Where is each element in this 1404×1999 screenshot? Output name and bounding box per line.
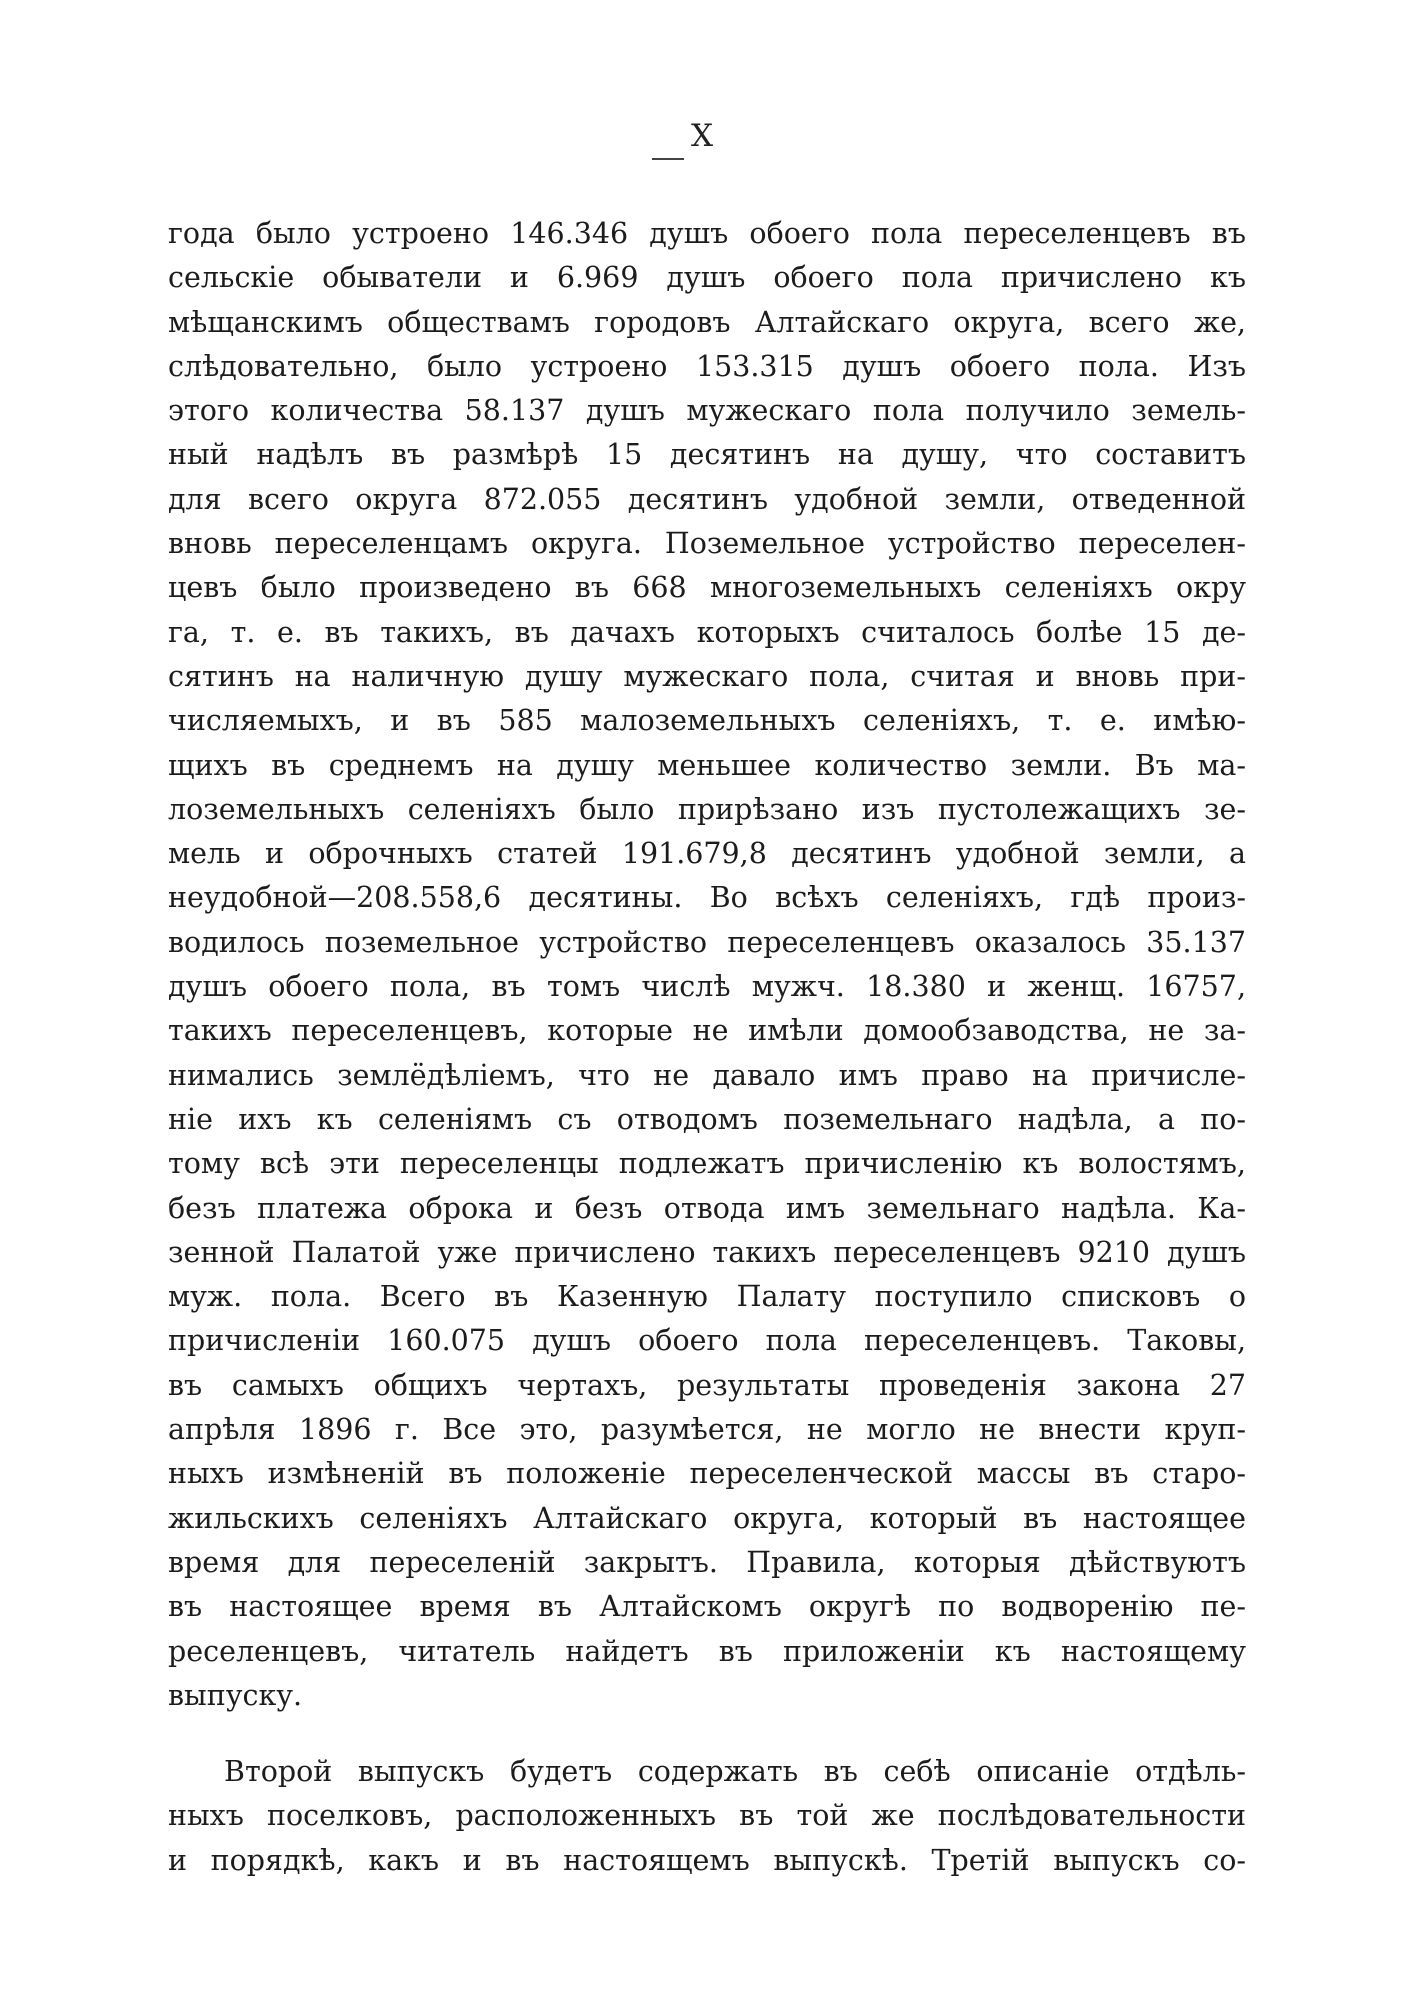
text-line: лоземельныхъ селеніяхъ было прирѣзано изъ пустолежащихъ зе- <box>168 792 1246 826</box>
text-line: Второй выпускъ будетъ содержать въ себѣ описаніе отдѣль- <box>224 1755 1246 1789</box>
text-line: ныхъ поселковъ, расположенныхъ въ той же послѣдовательности <box>168 1799 1246 1833</box>
text-line: муж. пола. Всего въ Казенную Палату поступило списковъ о <box>168 1280 1246 1314</box>
text-line: тому всѣ эти переселенцы подлежатъ причисленію къ волостямъ, <box>168 1147 1246 1181</box>
text-line: мѣщанскимъ обществамъ городовъ Алтайскаго округа, всего же, <box>168 305 1246 339</box>
text-line: неудобной—208.558,6 десятины. Во всѣхъ селеніяхъ, гдѣ произ- <box>168 881 1246 915</box>
text-line: числяемыхъ, и въ 585 малоземельныхъ селеніяхъ, т. е. имѣю- <box>168 704 1246 738</box>
text-line: реселенцевъ, читатель найдетъ въ приложеніи къ настоящему <box>168 1634 1246 1668</box>
text-line: жильскихъ селеніяхъ Алтайскаго округа, который въ настоящее <box>168 1501 1246 1535</box>
text-line: ніе ихъ къ селеніямъ съ отводомъ поземельнаго надѣла, а по- <box>168 1102 1246 1136</box>
text-line: причисленіи 160.075 душъ обоего пола переселенцевъ. Таковы, <box>168 1324 1246 1358</box>
text-line: года было устроено 146.346 душъ обоего пола переселенцевъ въ <box>168 217 1246 250</box>
text-line: сятинъ на наличную душу мужескаго пола, считая и вновь при- <box>168 659 1246 693</box>
text-line: водилось поземельное устройство переселенцевъ оказалось 35.137 <box>168 925 1246 959</box>
text-line: мель и оброчныхъ статей 191.679,8 десятинъ удобной земли, а <box>168 837 1246 871</box>
text-line: ный надѣлъ въ размѣрѣ 15 десятинъ на душу, что составитъ <box>168 438 1246 472</box>
text-line: выпуску. <box>168 1678 303 1712</box>
text-line: ныхъ измѣненій въ положеніе переселенческой массы въ старо- <box>168 1457 1246 1491</box>
body-text <box>168 212 1246 1883</box>
text-line: зенной Палатой уже причислено такихъ переселенцевъ 9210 душъ <box>168 1235 1246 1269</box>
text-line: щихъ въ среднемъ на душу меньшее количество земли. Въ ма- <box>168 748 1246 782</box>
text-line: этого количества 58.137 душъ мужескаго пола получило земель- <box>168 394 1246 428</box>
header-rule <box>652 158 684 160</box>
text-line: въ самыхъ общихъ чертахъ, результаты проведенія закона 27 <box>168 1368 1246 1402</box>
text-line: такихъ переселенцевъ, которые не имѣли домообзаводства, не за- <box>168 1014 1246 1048</box>
paragraph-2 <box>168 1750 1246 1883</box>
text-line: и порядкѣ, какъ и въ настоящемъ выпускѣ. Третій выпускъ со- <box>168 1843 1246 1877</box>
text-line: безъ платежа оброка и безъ отвода имъ земельнаго надѣла. Ка- <box>168 1191 1246 1225</box>
text-line: апрѣля 1896 г. Все это, разумѣется, не могло не внести круп- <box>168 1413 1246 1447</box>
paragraph-gap <box>168 1718 1246 1750</box>
paragraph-1 <box>168 212 1246 1718</box>
text-line: для всего округа 872.055 десятинъ удобной земли, отведенной <box>168 482 1246 516</box>
text-line: въ настоящее время въ Алтайскомъ округѣ по водворенію пе- <box>168 1590 1246 1624</box>
text-line: вновь переселенцамъ округа. Поземельное устройство переселен- <box>168 527 1246 561</box>
text-line: нимались землёдѣліемъ, что не давало имъ право на причисле- <box>168 1058 1246 1092</box>
text-line: цевъ было произведено въ 668 многоземельныхъ селеніяхъ окру <box>168 571 1246 605</box>
text-line: сельскіе обыватели и 6.969 душъ обоего пола причислено къ <box>168 261 1246 295</box>
text-line: слѣдовательно, было устроено 153.315 душъ обоего пола. Изъ <box>168 349 1246 383</box>
text-line: душъ обоего пола, въ томъ числѣ мужч. 18.380 и женщ. 16757, <box>168 970 1246 1004</box>
text-line: время для переселеній закрытъ. Правила, которыя дѣйствуютъ <box>168 1545 1246 1579</box>
text-line: га, т. е. въ такихъ, въ дачахъ которыхъ считалось болѣе 15 де- <box>168 615 1246 649</box>
page-number: X <box>690 118 714 154</box>
